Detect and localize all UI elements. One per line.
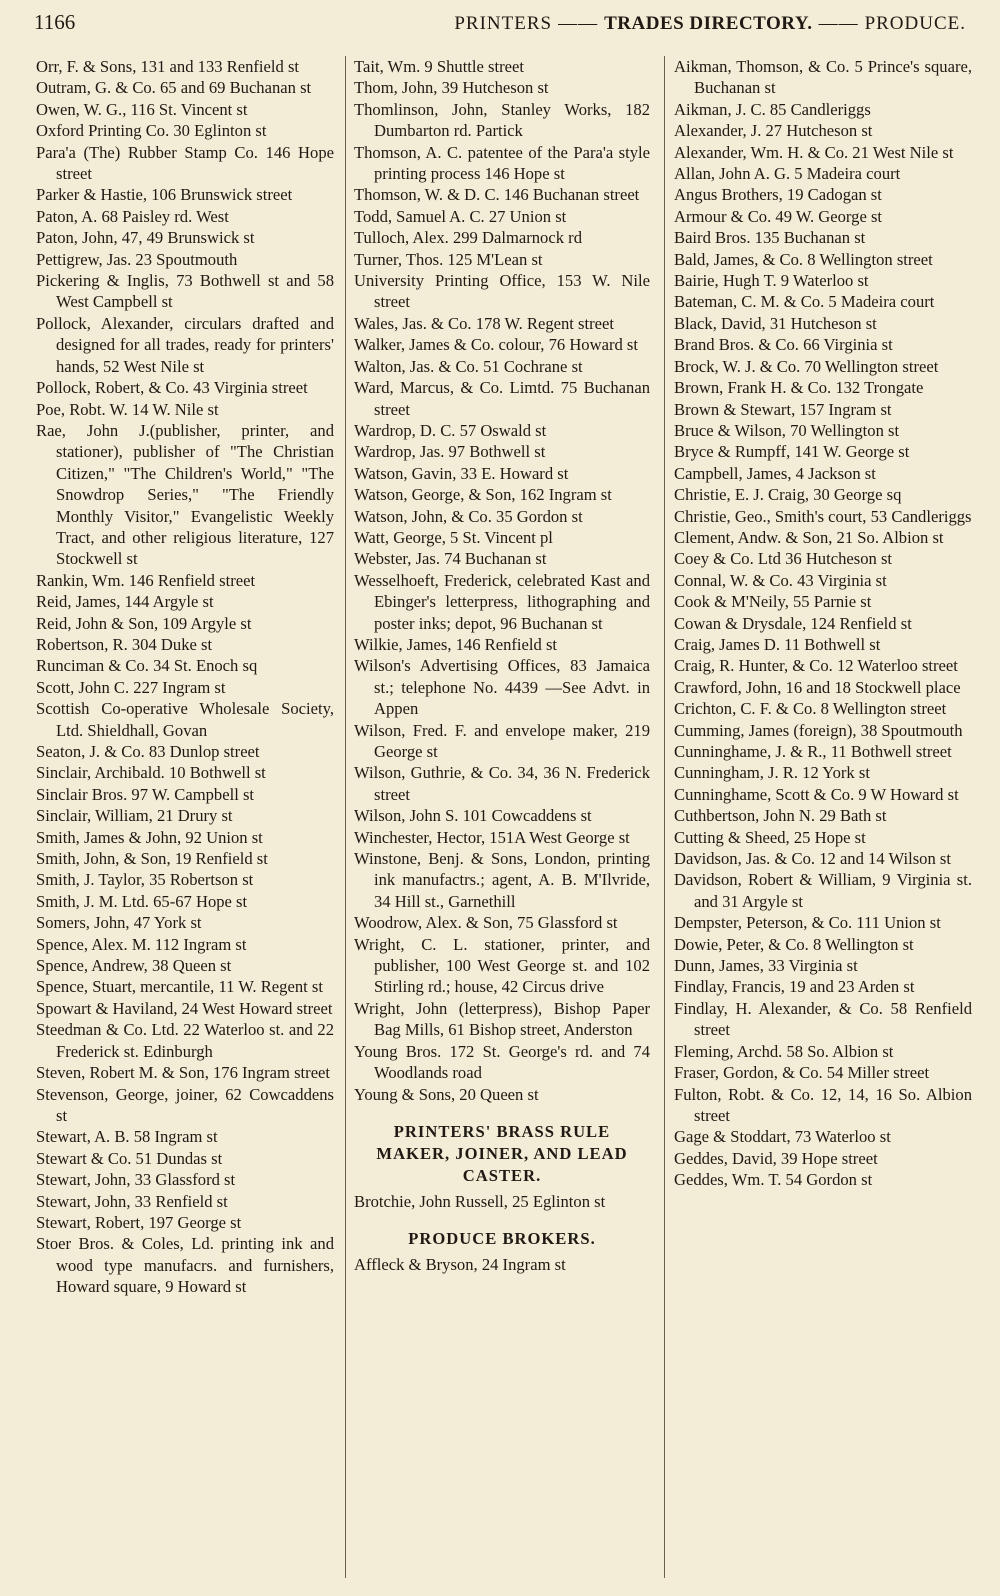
directory-entry: Paton, John, 47, 49 Brunswick st — [36, 228, 255, 248]
directory-entry: Stewart, Robert, 197 George st — [36, 1212, 242, 1232]
directory-entry: Christie, E. J. Craig, 30 George sq — [674, 485, 902, 505]
directory-entry: Stoer Bros. & Coles, Ld. printing ink and wood type manufacrs. and furnishers, Howard square, 9 Howard st — [36, 1234, 334, 1297]
directory-entry: Allan, John A. G. 5 Madeira court — [674, 164, 901, 184]
directory-entry: University Printing Office, 153 W. Nile street — [354, 271, 650, 312]
directory-entry: Stewart, John, 33 Glassford st — [36, 1170, 236, 1190]
directory-entry: Scott, John C. 227 Ingram st — [36, 677, 226, 697]
directory-entry: Baird Bros. 135 Buchanan st — [674, 228, 866, 248]
directory-entry: Black, David, 31 Hutcheson st — [674, 313, 877, 333]
directory-entry: Wales, Jas. & Co. 178 W. Regent street — [354, 313, 614, 333]
directory-entry: Connal, W. & Co. 43 Virginia st — [674, 570, 887, 590]
directory-entry: Davidson, Jas. & Co. 12 and 14 Wilson st — [674, 849, 951, 869]
directory-entry: Armour & Co. 49 W. George st — [674, 206, 883, 226]
directory-entry: Geddes, David, 39 Hope street — [674, 1148, 878, 1168]
directory-entry: Steven, Robert M. & Son, 176 Ingram street — [36, 1063, 331, 1083]
directory-entry: Smith, J. M. Ltd. 65-67 Hope st — [36, 891, 248, 911]
directory-entry: Bateman, C. M. & Co. 5 Madeira court — [674, 292, 935, 312]
directory-entry: Owen, W. G., 116 St. Vincent st — [36, 99, 248, 119]
directory-entry: Watson, George, & Son, 162 Ingram st — [354, 485, 612, 505]
directory-entry: Cowan & Drysdale, 124 Renfield st — [674, 613, 912, 633]
directory-entry: Winchester, Hector, 151A West George st — [354, 827, 630, 847]
directory-entry: Bald, James, & Co. 8 Wellington street — [674, 249, 933, 269]
running-title-left: PRINTERS — [454, 13, 553, 34]
directory-entry: Fulton, Robt. & Co. 12, 14, 16 So. Albion street — [674, 1084, 972, 1125]
directory-entry: Para'a (The) Rubber Stamp Co. 146 Hope street — [36, 142, 334, 184]
directory-entry: Cook & M'Neily, 55 Parnie st — [674, 592, 872, 612]
directory-entry: Smith, J. Taylor, 35 Robertson st — [36, 870, 254, 890]
directory-entry: Affleck & Bryson, 24 Ingram st — [354, 1255, 566, 1275]
directory-entry: Fraser, Gordon, & Co. 54 Miller street — [674, 1063, 930, 1083]
directory-entry: Wilson's Advertising Offices, 83 Jamaica st.; telephone No. 4439 —See Advt. in Appen — [354, 656, 650, 719]
directory-entry: Brock, W. J. & Co. 70 Wellington street — [674, 356, 939, 376]
directory-entry: Walker, James & Co. colour, 76 Howard st — [354, 335, 638, 355]
directory-entry: Cunninghame, J. & R., 11 Bothwell street — [674, 742, 952, 761]
directory-entry: Walton, Jas. & Co. 51 Cochrane st — [354, 356, 583, 376]
directory-entry: Spence, Stuart, mercantile, 11 W. Regent st — [36, 977, 323, 997]
directory-entry: Turner, Thos. 125 M'Lean st — [354, 249, 543, 269]
directory-entry: Rankin, Wm. 146 Renfield street — [36, 570, 256, 590]
directory-entry: Young Bros. 172 St. George's rd. and 74 Woodlands road — [354, 1041, 650, 1083]
directory-entry: Brown & Stewart, 157 Ingram st — [674, 399, 892, 419]
directory-entry: Brand Bros. & Co. 66 Virginia st — [674, 335, 893, 355]
running-title-center: TRADES DIRECTORY. — [604, 13, 813, 34]
column-divider — [345, 56, 346, 1578]
directory-entry: Wright, C. L. stationer, printer, and publisher, 100 West George st. and 102 Stirling rd.; house, 42 Circus drive — [354, 934, 650, 997]
column-2-entries — [354, 56, 650, 1105]
directory-entry: Seaton, J. & Co. 83 Dunlop street — [36, 742, 260, 761]
directory-entry: Paton, A. 68 Paisley rd. West — [36, 206, 229, 226]
directory-entry: Cunninghame, Scott & Co. 9 W Howard st — [674, 784, 959, 804]
directory-entry: Gage & Stoddart, 73 Waterloo st — [674, 1127, 891, 1147]
running-title-right: PRODUCE. — [864, 13, 966, 34]
column-divider — [664, 56, 665, 1578]
directory-entry: Christie, Geo., Smith's court, 53 Candleriggs — [674, 506, 972, 526]
directory-entry: Craig, R. Hunter, & Co. 12 Waterloo street — [674, 656, 958, 676]
running-title-dash-left: —— — [558, 13, 599, 34]
directory-entry: Wilkie, James, 146 Renfield st — [354, 634, 558, 654]
column-3 — [674, 56, 972, 1191]
directory-entry: Stewart, John, 33 Renfield st — [36, 1191, 228, 1211]
directory-entry: Dempster, Peterson, & Co. 111 Union st — [674, 913, 941, 933]
directory-entry: Dunn, James, 33 Virginia st — [674, 956, 858, 976]
section-heading-produce-brokers: PRODUCE BROKERS. — [408, 1229, 596, 1249]
directory-entry: Winstone, Benj. & Sons, London, printing ink manufactrs.; agent, A. B. M'Ilvride, 34 Hill st., Garnethill — [354, 849, 650, 911]
column-2 — [354, 56, 650, 1276]
directory-entry: Webster, Jas. 74 Buchanan st — [354, 549, 547, 569]
directory-entry: Brotchie, John Russell, 25 Eglinton st — [354, 1191, 606, 1211]
directory-entry: Alexander, Wm. H. & Co. 21 West Nile st — [674, 142, 954, 162]
page-header — [34, 10, 966, 40]
directory-entry: Scottish Co-operative Wholesale Society, Ltd. Shieldhall, Govan — [36, 699, 334, 740]
directory-entry: Thomson, W. & D. C. 146 Buchanan street — [354, 185, 640, 205]
directory-entry: Bruce & Wilson, 70 Wellington st — [674, 420, 900, 440]
directory-entry: Watson, Gavin, 33 E. Howard st — [354, 463, 569, 483]
directory-entry: Cunningham, J. R. 12 York st — [674, 763, 870, 783]
directory-entry: Dowie, Peter, & Co. 8 Wellington st — [674, 934, 914, 954]
directory-entry: Cuthbertson, John N. 29 Bath st — [674, 806, 887, 826]
running-title — [454, 13, 966, 35]
directory-entry: Cumming, James (foreign), 38 Spoutmouth — [674, 720, 963, 740]
directory-entry: Stewart & Co. 51 Dundas st — [36, 1148, 223, 1168]
directory-entry: Crawford, John, 16 and 18 Stockwell place — [674, 677, 961, 697]
directory-entry: Tulloch, Alex. 299 Dalmarnock rd — [354, 228, 582, 248]
directory-entry: Wright, John (letterpress), Bishop Paper Bag Mills, 61 Bishop street, Anderston — [354, 998, 650, 1040]
directory-entry: Watt, George, 5 St. Vincent pl — [354, 527, 553, 547]
page-number: 1166 — [34, 10, 76, 34]
running-title-dash-right: —— — [818, 13, 859, 34]
directory-entry: Aikman, Thomson, & Co. 5 Prince's square, Buchanan st — [674, 57, 972, 98]
directory-entry: Fleming, Archd. 58 So. Albion st — [674, 1041, 894, 1061]
directory-entry: Wilson, Fred. F. and envelope maker, 219 George st — [354, 720, 650, 761]
section-heading-brass-rule: PRINTERS' BRASS RULE MAKER, JOINER, AND LEAD CASTER. — [376, 1121, 628, 1185]
directory-entry: Wesselhoeft, Frederick, celebrated Kast and Ebinger's letterpress, lithographing and poster inks; depot, 96 Buchanan st — [354, 570, 650, 633]
directory-entry: Robertson, R. 304 Duke st — [36, 634, 213, 654]
directory-entry: Tait, Wm. 9 Shuttle street — [354, 57, 524, 76]
directory-entry: Wardrop, D. C. 57 Oswald st — [354, 420, 547, 440]
directory-entry: Sinclair, Archibald. 10 Bothwell st — [36, 763, 266, 783]
section-brass-rule-entries — [354, 1191, 650, 1212]
directory-entry: Runciman & Co. 34 St. Enoch sq — [36, 656, 258, 676]
directory-entry: Stewart, A. B. 58 Ingram st — [36, 1127, 218, 1147]
directory-entry: Sinclair Bros. 97 W. Campbell st — [36, 784, 255, 804]
directory-entry: Wilson, Guthrie, & Co. 34, 36 N. Frederick street — [354, 763, 650, 804]
directory-entry: Reid, James, 144 Argyle st — [36, 592, 214, 612]
directory-entry: Alexander, J. 27 Hutcheson st — [674, 121, 873, 141]
directory-entry: Pickering & Inglis, 73 Bothwell st and 58 West Campbell st — [36, 271, 334, 312]
directory-entry: Sinclair, William, 21 Drury st — [36, 806, 233, 826]
directory-entry: Stevenson, George, joiner, 62 Cowcaddens st — [36, 1084, 334, 1125]
directory-entry: Campbell, James, 4 Jackson st — [674, 463, 876, 483]
directory-entry: Clement, Andw. & Son, 21 So. Albion st — [674, 527, 944, 547]
directory-entry: Bryce & Rumpff, 141 W. George st — [674, 442, 910, 462]
section-produce-brokers-entries — [354, 1254, 650, 1275]
directory-entry: Ward, Marcus, & Co. Limtd. 75 Buchanan street — [354, 378, 650, 419]
directory-entry: Parker & Hastie, 106 Brunswick street — [36, 185, 293, 205]
directory-entry: Findlay, Francis, 19 and 23 Arden st — [674, 977, 915, 997]
directory-entry: Geddes, Wm. T. 54 Gordon st — [674, 1170, 873, 1190]
directory-entry: Craig, James D. 11 Bothwell st — [674, 634, 881, 654]
directory-entry: Davidson, Robert & William, 9 Virginia st. and 31 Argyle st — [674, 870, 972, 911]
directory-entry: Young & Sons, 20 Queen st — [354, 1084, 539, 1104]
directory-entry: Somers, John, 47 York st — [36, 913, 202, 933]
directory-entry: Todd, Samuel A. C. 27 Union st — [354, 206, 567, 226]
directory-entry: Woodrow, Alex. & Son, 75 Glassford st — [354, 913, 618, 933]
directory-entry: Wilson, John S. 101 Cowcaddens st — [354, 806, 592, 826]
directory-entry: Smith, John, & Son, 19 Renfield st — [36, 849, 268, 869]
directory-entry: Wardrop, Jas. 97 Bothwell st — [354, 442, 546, 462]
directory-entry: Outram, G. & Co. 65 and 69 Buchanan st — [36, 78, 312, 98]
directory-entry: Smith, James & John, 92 Union st — [36, 827, 263, 847]
directory-entry: Orr, F. & Sons, 131 and 133 Renfield st — [36, 57, 300, 76]
directory-entry: Pettigrew, Jas. 23 Spoutmouth — [36, 249, 238, 269]
directory-entry: Aikman, J. C. 85 Candleriggs — [674, 99, 871, 119]
directory-entry: Oxford Printing Co. 30 Eglinton st — [36, 121, 267, 141]
directory-entry: Thomson, A. C. patentee of the Para'a style printing process 146 Hope st — [354, 142, 650, 184]
directory-entry: Spowart & Haviland, 24 West Howard street — [36, 998, 333, 1018]
directory-entry: Pollock, Robert, & Co. 43 Virginia street — [36, 378, 308, 398]
directory-entry: Spence, Alex. M. 112 Ingram st — [36, 934, 247, 954]
directory-entry: Cutting & Sheed, 25 Hope st — [674, 827, 866, 847]
directory-entry: Angus Brothers, 19 Cadogan st — [674, 185, 882, 205]
directory-entry: Steedman & Co. Ltd. 22 Waterloo st. and 22 Frederick st. Edinburgh — [36, 1020, 334, 1061]
column-1 — [36, 56, 334, 1298]
directory-entry: Watson, John, & Co. 35 Gordon st — [354, 506, 583, 526]
directory-entry: Spence, Andrew, 38 Queen st — [36, 956, 232, 976]
directory-entry: Thom, John, 39 Hutcheson st — [354, 78, 549, 98]
directory-entry: Reid, John & Son, 109 Argyle st — [36, 613, 252, 633]
directory-entry: Coey & Co. Ltd 36 Hutcheson st — [674, 549, 893, 569]
directory-entry: Thomlinson, John, Stanley Works, 182 Dumbarton rd. Partick — [354, 99, 650, 141]
directory-entry: Rae, John J.(publisher, printer, and stationer), publisher of "The Christian Citizen," "The Children's World," "The Snowdrop Series," "The Friendly Monthly Visitor," Evangelistic Weekly Tract, and other religious literature, 127 Stockwell st — [36, 420, 334, 569]
directory-entry: Pollock, Alexander, circulars drafted and designed for all trades, ready for printers' hands, 52 West Nile st — [36, 313, 334, 376]
directory-entry: Poe, Robt. W. 14 W. Nile st — [36, 399, 219, 419]
directory-entry: Crichton, C. F. & Co. 8 Wellington street — [674, 699, 947, 719]
directory-entry: Brown, Frank H. & Co. 132 Trongate — [674, 378, 924, 398]
directory-entry: Findlay, H. Alexander, & Co. 58 Renfield street — [674, 998, 972, 1040]
directory-entry: Bairie, Hugh T. 9 Waterloo st — [674, 271, 869, 291]
